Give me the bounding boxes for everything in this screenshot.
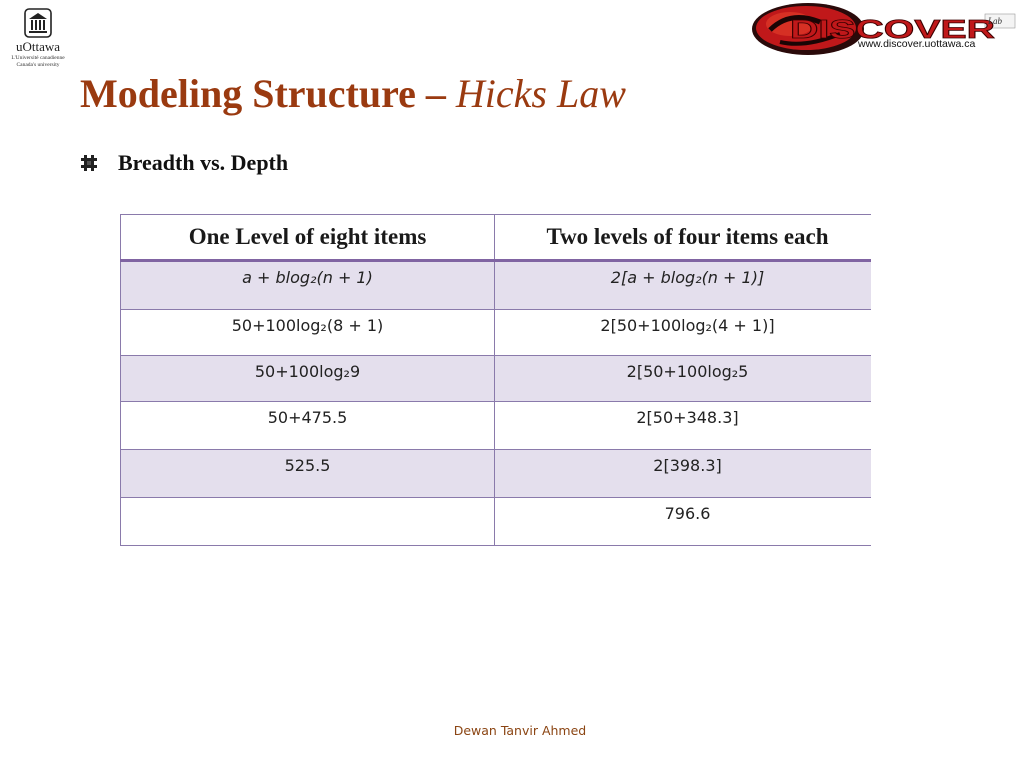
table-row [121, 356, 872, 402]
table-cell: 2[398.3] [495, 450, 872, 498]
table-header-row [121, 215, 872, 261]
bullet-text: Breadth vs. Depth [118, 150, 289, 175]
table-row [121, 261, 872, 310]
university-building-icon [24, 8, 52, 38]
table-cell: 2[50+100log₂5 [495, 356, 872, 402]
table-cell: a + blog₂(n + 1) [121, 261, 495, 310]
slide-title [80, 70, 626, 117]
uottawa-tagline-en: Canada's university [16, 62, 60, 68]
table-cell [121, 498, 495, 546]
slide-title-main: Modeling Structure – [80, 71, 456, 116]
footer-author: Dewan Tanvir Ahmed [453, 723, 587, 738]
table-row [121, 310, 872, 356]
discover-lab-logo [750, 0, 1022, 60]
header-two-levels: Two levels of four items each [495, 215, 872, 261]
hick-comparison-table [120, 214, 871, 546]
discover-wordmark-text: DISCOVER [790, 14, 996, 44]
table-cell: 2[a + blog₂(n + 1)] [495, 261, 872, 310]
uottawa-logo [6, 8, 70, 69]
table-cell: 50+475.5 [121, 402, 495, 450]
bullet-item [80, 150, 288, 176]
slide-title-italic: Hicks Law [455, 71, 626, 116]
table-cell: 2[50+348.3] [495, 402, 872, 450]
table-row [121, 498, 872, 546]
table-cell: 50+100log₂9 [121, 356, 495, 402]
table-cell: 525.5 [121, 450, 495, 498]
discover-url: www.discover.uottawa.ca [858, 38, 976, 50]
discover-wordmark [750, 0, 1022, 60]
discover-lab-label: Lab [988, 16, 1003, 26]
uottawa-tagline-fr: L'Université canadienne [11, 55, 65, 61]
table-row [121, 450, 872, 498]
table-row [121, 402, 872, 450]
table-cell: 50+100log₂(8 + 1) [121, 310, 495, 356]
data-table [120, 214, 871, 546]
table-cell: 796.6 [495, 498, 872, 546]
uottawa-name: uOttawa [15, 39, 61, 54]
header-one-level: One Level of eight items [121, 215, 495, 261]
table-cell: 2[50+100log₂(4 + 1)] [495, 310, 872, 356]
hash-bullet-icon [80, 154, 98, 172]
